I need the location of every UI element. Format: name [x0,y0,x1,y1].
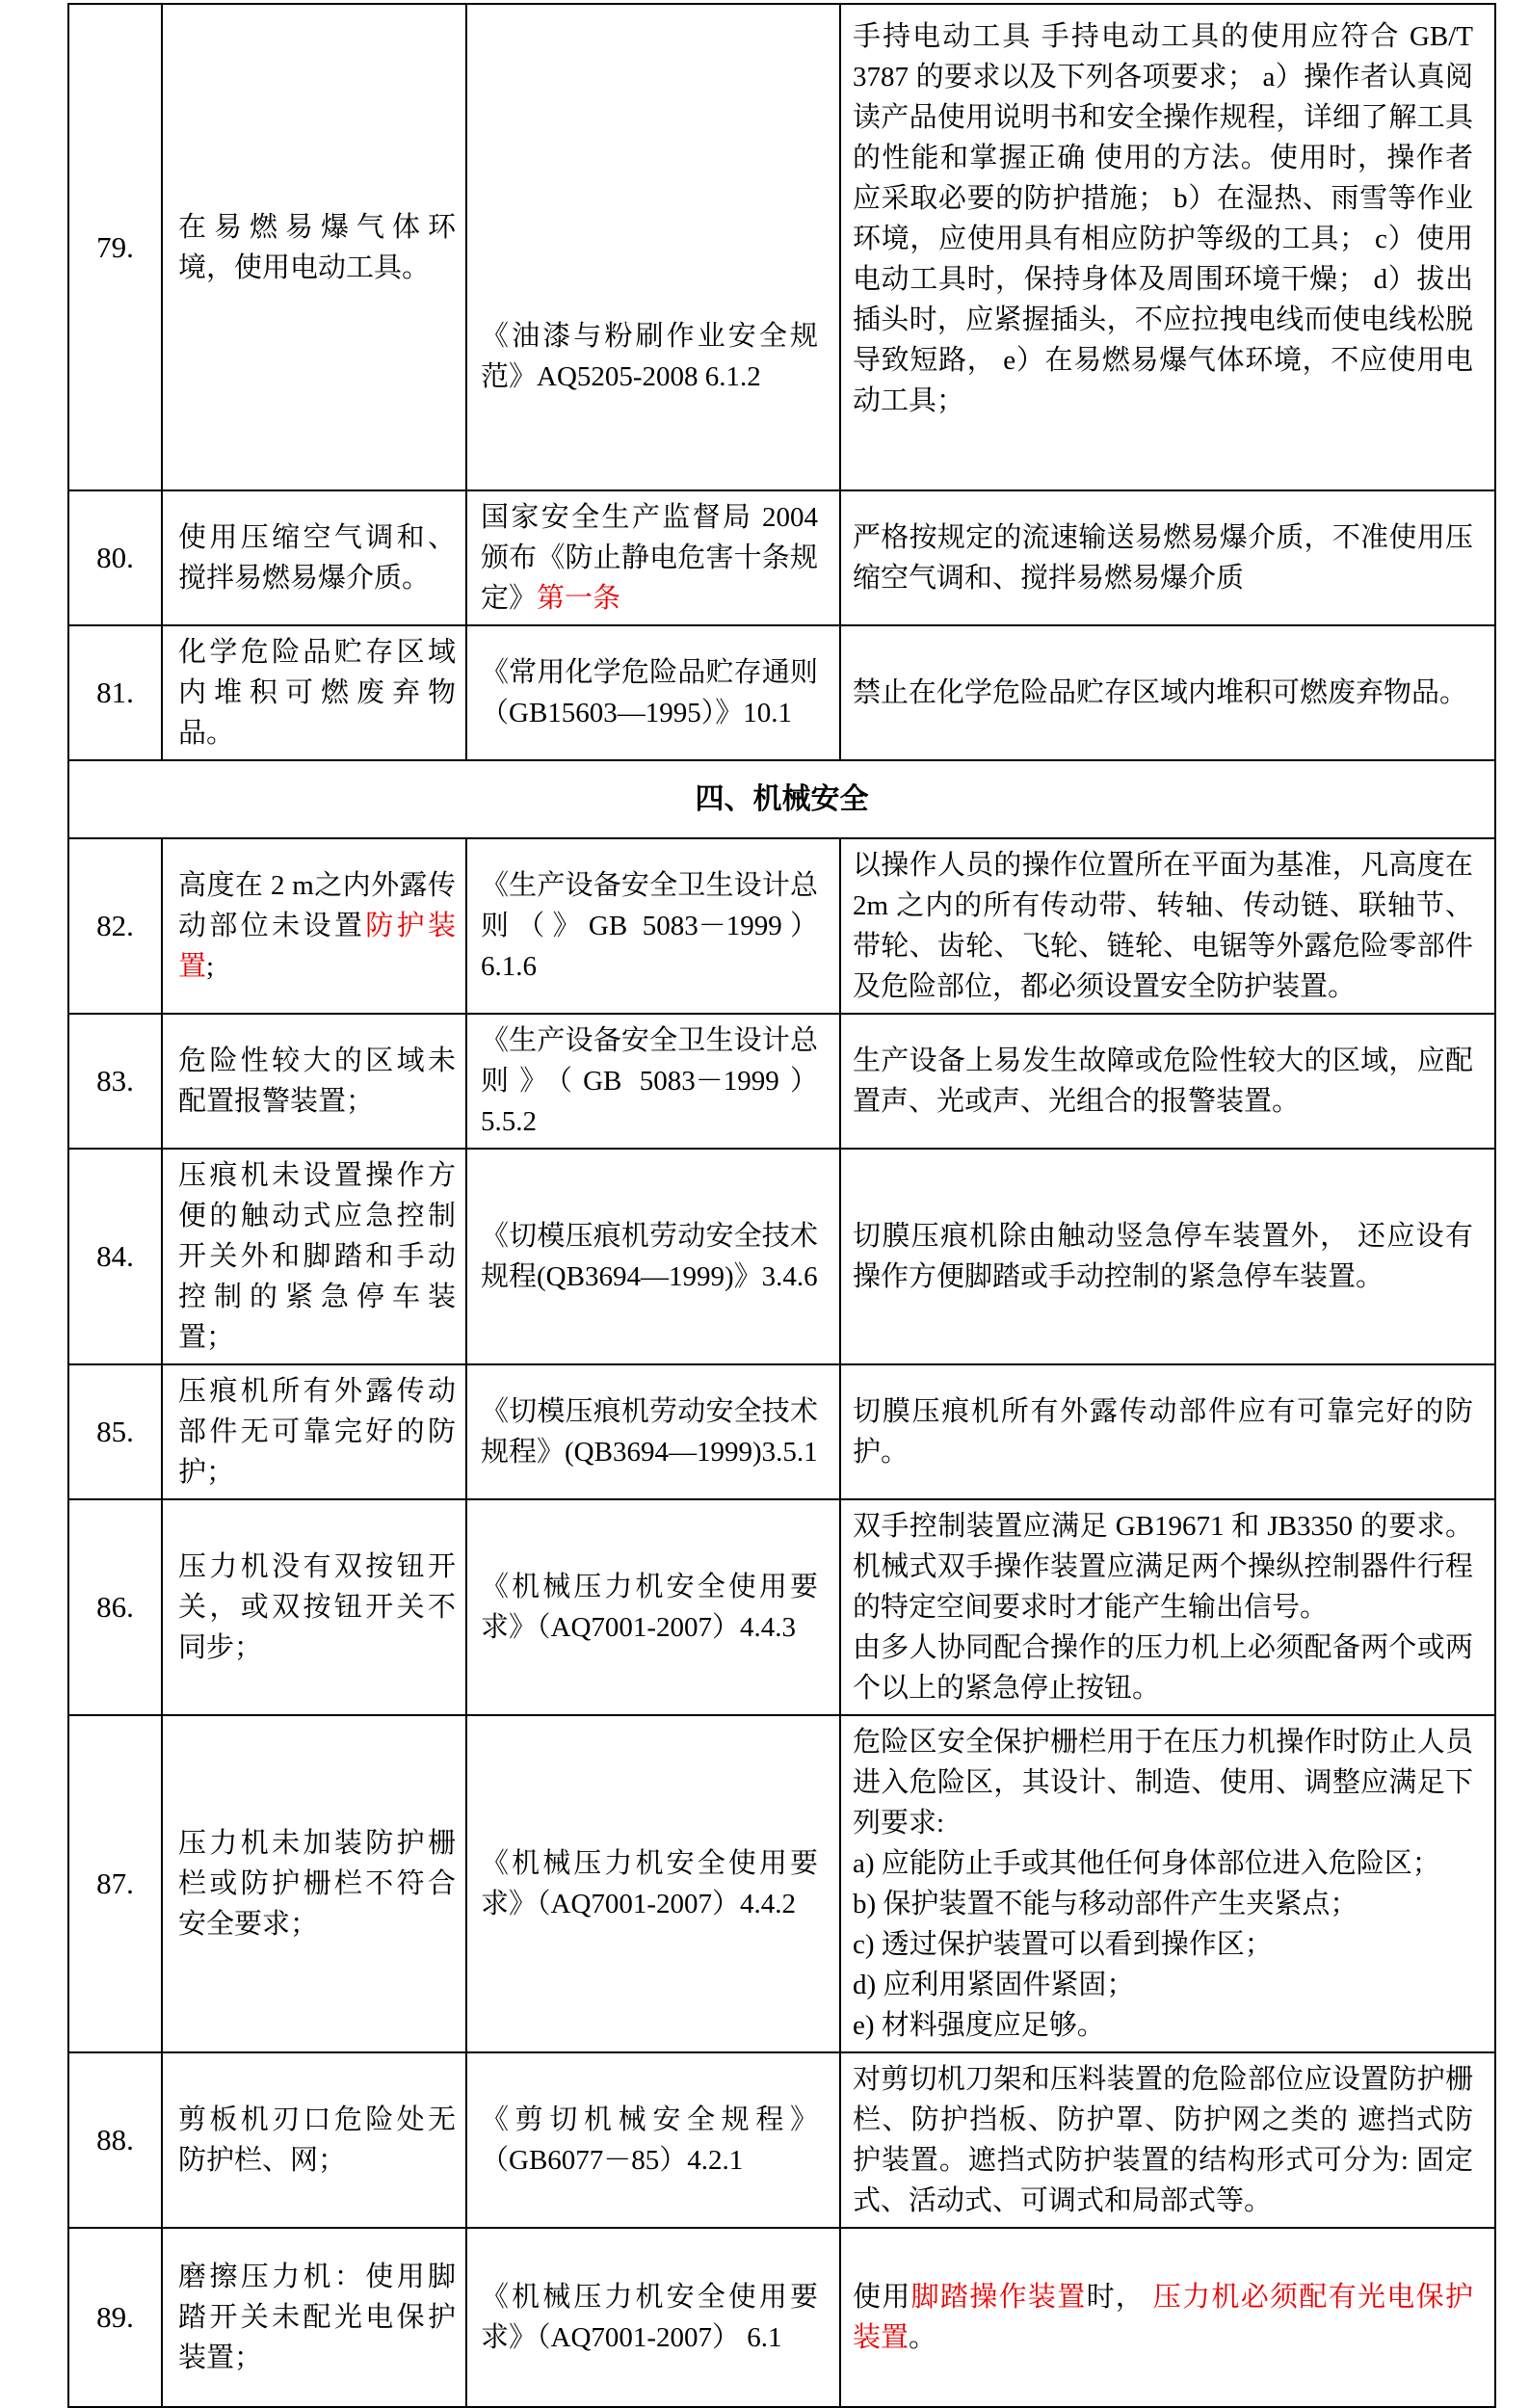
requirement-list-item: c) 透过保护装置可以看到操作区； [853,1929,1273,1960]
safety-hazard-table [67,3,1496,2408]
table-row-88 [68,2052,1495,2228]
requirement-list-item: d) 应利用紧固件紧固； [853,1970,1135,2000]
row-number: 85. [96,1415,134,1448]
requirement-highlight: 压力机必须配有光电保护装置 [853,2282,1473,2353]
hazard-description: 化学危险品贮存区域内堆积可燃废弃物品。 [178,637,456,749]
requirement-cell [840,1014,1495,1149]
hazard-description-cell [162,1149,466,1364]
regulation-reference-cell [466,490,840,625]
hazard-description-cell [162,4,466,490]
requirement-paragraph: 危险区安全保护栅栏用于在压力机操作时防止人员进入危险区，其设计、制造、使用、调整应满足下列要求: [853,1727,1473,1839]
table-row-80 [68,490,1495,625]
hazard-description-cell [162,2052,466,2228]
requirement-cell [840,2228,1495,2407]
row-number-cell [68,2228,162,2407]
hazard-description: 高度在 2 m之内外露传动部位未设置 [178,870,456,941]
section-header-title: 四、机械安全 [695,782,869,815]
regulation-reference: 《生产设备安全卫生设计总则》（GB 5083－1999） 5.5.2 [481,1025,818,1137]
document-page [67,3,1496,2408]
regulation-reference: 《机械压力机安全使用要求》（AQ7001-2007）4.4.3 [481,1572,818,1643]
row-number-cell [68,1364,162,1499]
row-number-cell [68,1014,162,1149]
hazard-description-highlight: 防护装置 [178,911,456,982]
hazard-description: 磨擦压力机：使用脚踏开关未配光电保护装置； [178,2262,456,2373]
regulation-reference-highlight: 第一条 [537,583,621,614]
row-number-cell [68,490,162,625]
regulation-reference: 《切模压痕机劳动安全技术规程(QB3694—1999)》3.4.6 [481,1221,818,1292]
regulation-reference: 《生产设备安全卫生设计总则（》GB 5083－1999）6.1.6 [481,870,818,982]
row-number-cell [68,2052,162,2228]
regulation-reference: 《机械压力机安全使用要求》（AQ7001-2007） 6.1 [481,2282,818,2353]
requirement-cell [840,2052,1495,2228]
hazard-description-cell [162,1499,466,1715]
row-number: 86. [96,1590,134,1624]
hazard-description: 压痕机未设置操作方便的触动式应急控制开关外和脚踏和手动控制的紧急停车装置； [178,1160,456,1353]
row-number: 82. [96,909,134,942]
table-row-81 [68,625,1495,760]
row-number-cell [68,625,162,760]
table-row-84 [68,1149,1495,1364]
requirement-cell [840,625,1495,760]
row-number-cell [68,4,162,490]
hazard-description-cell [162,490,466,625]
requirement-text: 以操作人员的操作位置所在平面为基准，凡高度在 2m 之内的所有传动带、转轴、传动链、联轴节、带轮、齿轮、飞轮、链轮、电锯等外露危险零部件及危险部位，都必须设置安全防护装置。 [853,850,1473,1002]
regulation-reference: 《切模压痕机劳动安全技术规程》(QB3694—1999)3.5.1 [481,1396,818,1468]
regulation-reference: 《剪切机械安全规程》（GB6077－85）4.2.1 [481,2104,818,2176]
row-number: 87. [96,1866,134,1900]
requirement-text: 使用 [853,2282,911,2313]
row-number: 79. [96,229,134,264]
regulation-reference-cell [466,1149,840,1364]
row-number: 83. [96,1064,134,1098]
regulation-reference: 《机械压力机安全使用要求》（AQ7001-2007）4.4.2 [481,1848,818,1919]
requirement-cell [840,1149,1495,1364]
hazard-description-cell [162,1014,466,1149]
hazard-description-suffix: ; [206,951,215,982]
requirement-text: 切膜压痕机除由触动竖急停车装置外， 还应设有操作方便脚踏或手动控制的紧急停车装置。 [853,1221,1473,1292]
requirement-text: 严格按规定的流速输送易燃易爆介质，不准使用压缩空气调和、搅拌易燃易爆介质 [853,522,1473,594]
requirement-text: 时， [1086,2282,1153,2313]
requirement-text: 手持电动工具 手持电动工具的使用应符合 GB/T 3787 的要求以及下列各项要求； a）操作者认真阅读产品使用说明书和安全操作规程，详细了解工具的性能和掌握正确 使用的方法。使用时，操作者应采取必要的防护措施； b）在湿热、雨雪等作业环境，应使用具有相应防护等级的工具； c）使用电动工具时，保持身体及周围环境干燥； d）拔出插头时，应紧握插头，不应拉拽电线而使电线松脱导致短路， e）在易燃易爆气体环境，不应使用电动工具； [853,21,1473,416]
section-header-row [68,760,1495,838]
requirement-text: 对剪切机刀架和压料装置的危险部位应设置防护栅栏、防护挡板、防护罩、防护网之类的 遮挡式防护装置。遮挡式防护装置的结构形式可分为: 固定式、活动式、可调式和局部式等。 [853,2064,1473,2216]
regulation-reference-cell [466,1364,840,1499]
requirement-paragraph: 由多人协同配合操作的压力机上必须配备两个或两个以上的紧急停止按钮。 [853,1632,1473,1704]
regulation-reference-cell [466,2052,840,2228]
row-number: 81. [96,675,134,709]
regulation-reference-cell [466,4,840,490]
regulation-reference-cell [466,838,840,1014]
table-row-87 [68,1715,1495,2052]
hazard-description-cell [162,625,466,760]
row-number: 80. [96,541,134,574]
regulation-reference-cell [466,1499,840,1715]
requirement-cell [840,1715,1495,2052]
table-row-83 [68,1014,1495,1149]
regulation-reference-cell [466,1014,840,1149]
hazard-description-cell [162,838,466,1014]
row-number: 89. [96,2300,134,2334]
requirement-list-item: b) 保护装置不能与移动部件产生夹紧点； [853,1889,1358,1919]
row-number-cell [68,1715,162,2052]
requirement-cell [840,490,1495,625]
hazard-description-cell [162,1364,466,1499]
table-row-85 [68,1364,1495,1499]
requirement-cell [840,1364,1495,1499]
section-header-cell [68,760,1495,838]
requirement-list-item: e) 材料强度应足够。 [853,2010,1105,2041]
row-number: 88. [96,2123,134,2157]
requirement-cell [840,838,1495,1014]
row-number: 84. [96,1239,134,1273]
hazard-description: 压力机未加装防护栅栏或防护栅栏不符合安全要求； [178,1828,456,1940]
requirement-list-item: a) 应能防止手或其他任何身体部位进入危险区； [853,1848,1440,1879]
requirement-text: 。 [909,2322,937,2353]
table-row-79 [68,4,1495,490]
table-row-89 [68,2228,1495,2407]
row-number-cell [68,1499,162,1715]
regulation-reference-cell [466,625,840,760]
row-number-cell [68,838,162,1014]
hazard-description: 剪板机刃口危险处无防护栏、网； [178,2104,456,2176]
row-number-cell [68,1149,162,1364]
regulation-reference-cell [466,2228,840,2407]
hazard-description-cell [162,2228,466,2407]
regulation-reference: 《油漆与粉刷作业安全规范》AQ5205-2008 6.1.2 [481,321,818,392]
requirement-text: 生产设备上易发生故障或危险性较大的区域，应配置声、光或声、光组合的报警装置。 [853,1045,1473,1117]
hazard-description: 压痕机所有外露传动部件无可靠完好的防护； [178,1376,456,1488]
requirement-highlight: 脚踏操作装置 [910,2282,1087,2313]
regulation-reference-cell [466,1715,840,2052]
hazard-description: 危险性较大的区域未配置报警装置； [178,1045,456,1117]
hazard-description-cell [162,1715,466,2052]
hazard-description: 使用压缩空气调和、搅拌易燃易爆介质。 [178,522,456,594]
requirement-cell [840,4,1495,490]
requirement-text: 切膜压痕机所有外露传动部件应有可靠完好的防护。 [853,1396,1473,1468]
table-row-82 [68,838,1495,1014]
hazard-description: 压力机没有双按钮开关，或双按钮开关不同步； [178,1551,456,1663]
table-row-86 [68,1499,1495,1715]
regulation-reference: 《常用化学危险品贮存通则（GB15603—1995）》10.1 [481,657,818,728]
requirement-cell [840,1499,1495,1715]
hazard-description: 在易燃易爆气体环境，使用电动工具。 [178,211,456,283]
regulation-reference: 国家安全生产监督局 2004 颁布《防止静电危害十条规定》 [481,502,818,614]
requirement-text: 禁止在化学危险品贮存区域内堆积可燃废弃物品。 [853,677,1468,708]
requirement-paragraph: 双手控制装置应满足 GB19671 和 JB3350 的要求。机械式双手操作装置应满足两个操纵控制器件行程的特定空间要求时才能产生输出信号。 [853,1511,1473,1623]
